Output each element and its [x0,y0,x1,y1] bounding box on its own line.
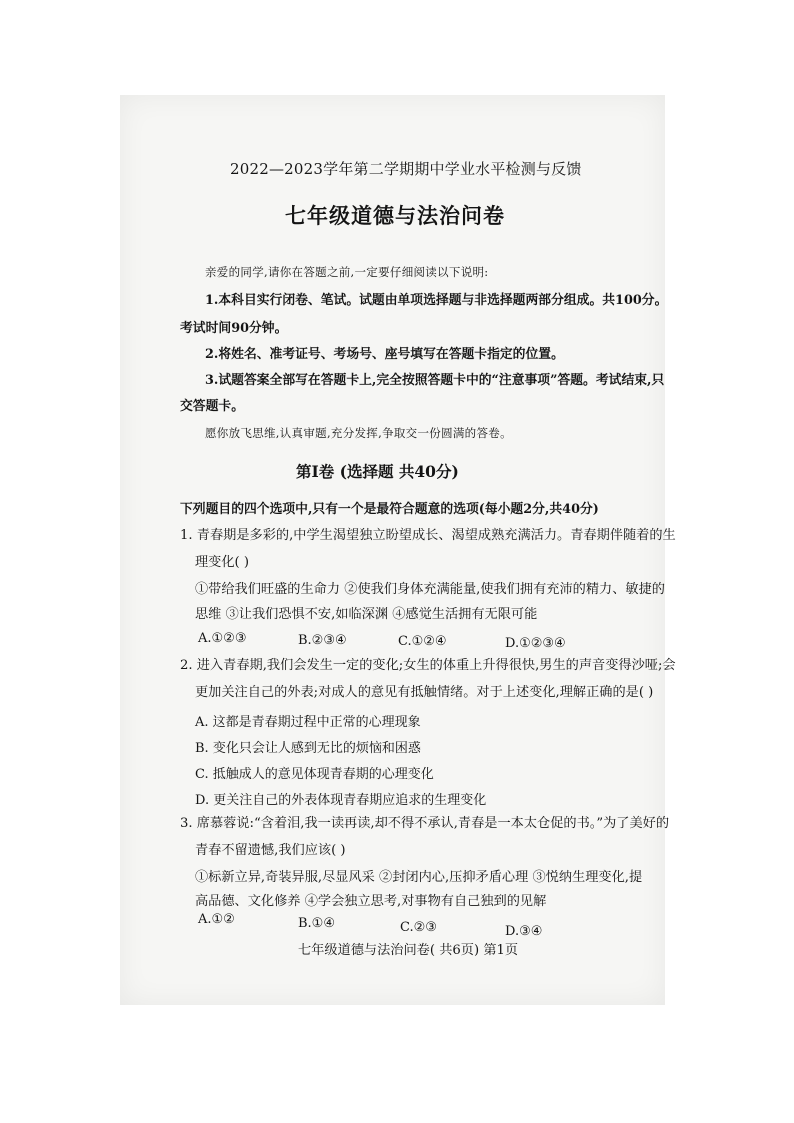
instructions-wish: 愿你放飞思维,认真审题,充分发挥,争取交一份圆满的答卷。 [205,426,512,440]
question-2-option-b: B. 变化只会让人感到无比的烦恼和困惑 [195,741,421,756]
question-2-option-a: A. 这都是青春期过程中正常的心理现象 [195,715,421,730]
question-3-option-a: A.①② [198,912,235,927]
question-2-stem-b: 更加关注自己的外表;对成人的意见有抵触情绪。对于上述变化,理解正确的是( ) [195,685,654,700]
page-footer: 七年级道德与法治问卷( 共6页) 第1页 [298,943,519,958]
question-3-stem-a: 3. 席慕蓉说:“含着泪,我一读再读,却不得不承认,青春是一本太仓促的书。”为了美好的 [180,816,670,831]
question-3-items-b: 高品德、文化修养 ④学会独立思考,对事物有自己独到的见解 [195,894,547,909]
question-1-option-b: B.②③④ [298,633,347,648]
section-title: 第Ⅰ卷 (选择题 共40分) [296,462,459,481]
instruction-1b: 考试时间90分钟。 [180,321,288,336]
instruction-2: 2.将姓名、准考证号、考场号、座号填写在答题卡指定的位置。 [205,347,564,362]
question-1-items-b: 思维 ③让我们恐惧不安,如临深渊 ④感觉生活拥有无限可能 [195,607,538,622]
question-3-option-d: D.③④ [505,924,543,939]
instruction-1a: 1.本科目实行闭卷、笔试。试题由单项选择题与非选择题两部分组成。共100分。 [205,293,668,308]
section-directions: 下列题目的四个选项中,只有一个是最符合题意的选项(每小题2分,共40分) [180,502,599,517]
question-3-stem-b: 青春不留遗憾,我们应该( ) [195,843,346,858]
exam-header-title: 2022—2023学年第二学期期中学业水平检测与反馈 [230,160,582,178]
question-2-option-d: D. 更关注自己的外表体现青春期应追求的生理变化 [195,793,487,808]
instructions-greeting: 亲爱的同学,请你在答题之前,一定要仔细阅读以下说明: [205,265,489,279]
question-3-option-c: C.②③ [400,920,437,935]
instruction-3a: 3.试题答案全部写在答题卡上,完全按照答题卡中的“注意事项”答题。考试结束,只 [205,373,665,388]
question-1-items-a: ①带给我们旺盛的生命力 ②使我们身体充满能量,使我们拥有充沛的精力、敏捷的 [195,582,665,597]
question-2-option-c: C. 抵触成人的意见体现青春期的心理变化 [195,767,434,782]
question-2-stem-a: 2. 进入青春期,我们会发生一定的变化;女生的体重上升得很快,男生的声音变得沙哑;会 [180,658,676,673]
question-1-option-a: A.①②③ [198,631,247,646]
question-1-option-d: D.①②③④ [505,636,566,651]
question-3-items-a: ①标新立异,奇装异服,尽显风采 ②封闭内心,压抑矛盾心理 ③悦纳生理变化,提 [195,870,643,885]
question-1-stem-a: 1. 青春期是多彩的,中学生渴望独立盼望成长、渴望成熟充满活力。青春期伴随着的生 [180,528,676,543]
question-1-stem-b: 理变化( ) [195,555,250,570]
question-3-option-b: B.①④ [298,916,335,931]
exam-subject-title: 七年级道德与法治问卷 [285,203,505,228]
instruction-3b: 交答题卡。 [180,399,244,414]
question-1-option-c: C.①②④ [398,634,447,649]
